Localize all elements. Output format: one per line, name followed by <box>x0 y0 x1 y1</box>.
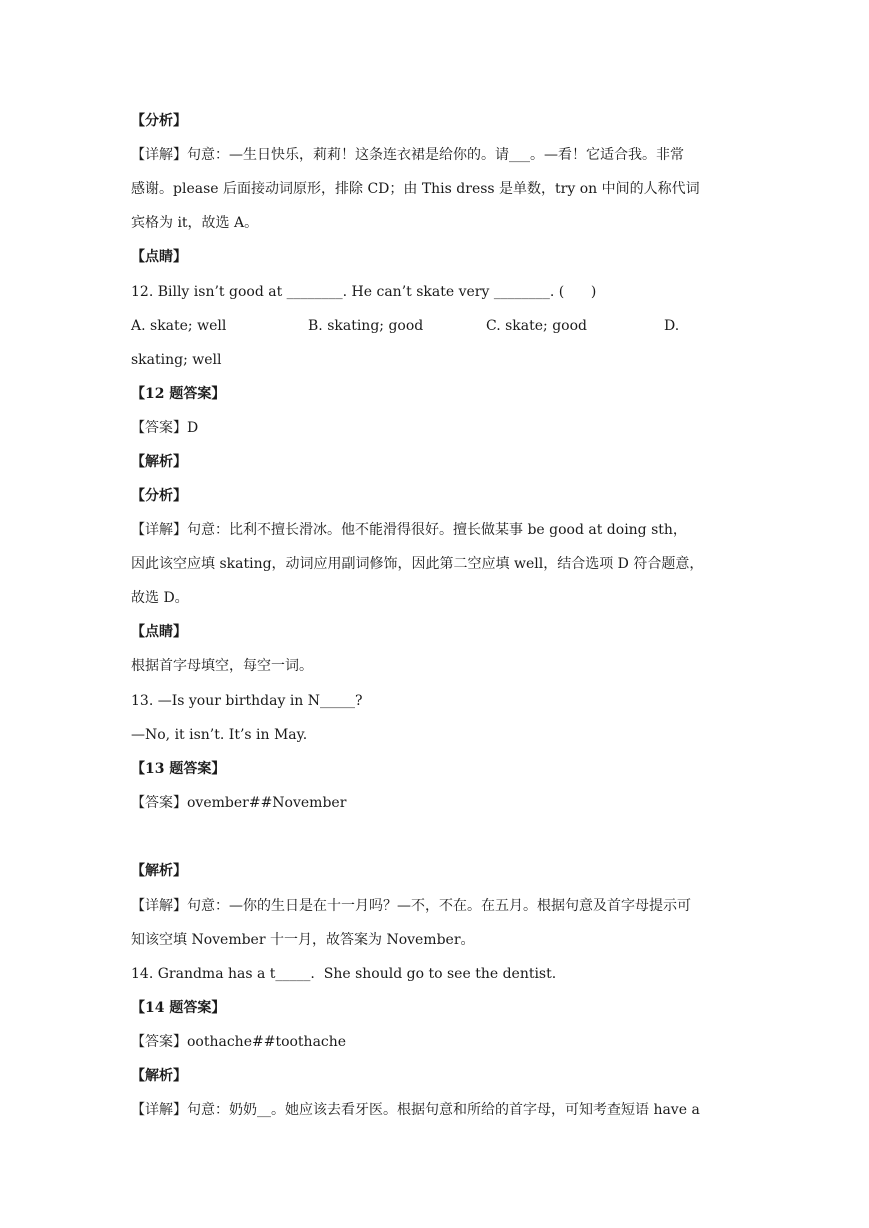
section-instruction: 根据首字母填空，每空一词。 <box>131 658 313 674</box>
q14-detail-line-1: 【详解】句意：奶奶__。她应该去看牙医。根据句意和所给的首字母，可知考查短语 have a <box>131 1102 700 1118</box>
q14-answer-header: 【14 题答案】 <box>131 1000 226 1016</box>
q12-analysis-header: 【分析】 <box>131 488 187 504</box>
q12-option-d: D. <box>664 318 680 334</box>
q12-option-b: B. skating; good <box>308 318 424 334</box>
q12-option-c: C. skate; good <box>486 318 587 334</box>
q12-question: 12. Billy isn’t good at ________. He can’t skate very ________. ( ) <box>131 284 597 300</box>
q11-analysis-header: 【分析】 <box>131 113 187 129</box>
q14-question: 14. Grandma has a t_____. She should go to see the dentist. <box>131 966 557 982</box>
q11-detail-line-2: 感谢。please 后面接动词原形，排除 CD；由 This dress 是单数，try on 中间的人称代词 <box>131 181 700 197</box>
q12-explain-header: 【解析】 <box>131 454 187 470</box>
q13-answer-header: 【13 题答案】 <box>131 761 226 777</box>
q13-detail-line-1: 【详解】句意：—你的生日是在十一月吗？—不，不在。在五月。根据句意及首字母提示可 <box>131 898 691 914</box>
q12-option-a: A. skate; well <box>131 318 227 334</box>
q11-detail-line-1: 【详解】句意：—生日快乐，莉莉！这条连衣裙是给你的。请___。—看！它适合我。非常 <box>131 147 684 163</box>
q12-detail-line-2: 因此该空应填 skating，动词应用副词修饰，因此第二空应填 well，结合选项 D 符合题意， <box>131 556 704 572</box>
q13-explain-header: 【解析】 <box>131 863 187 879</box>
q13-question-line-1: 13. —Is your birthday in N_____? <box>131 693 363 709</box>
q12-detail-line-3: 故选 D。 <box>131 590 189 606</box>
q12-option-d-continued: skating; well <box>131 352 222 368</box>
q13-question-line-2: —No, it isn’t. It’s in May. <box>131 727 308 743</box>
q12-detail-line-1: 【详解】句意：比利不擅长滑冰。他不能滑得很好。擅长做某事 be good at doing sth， <box>131 522 687 538</box>
q12-answer: 【答案】D <box>131 420 199 436</box>
q11-detail-line-3: 宾格为 it，故选 A。 <box>131 215 259 231</box>
q13-answer: 【答案】ovember##November <box>131 795 347 811</box>
q13-detail-line-2: 知该空填 November 十一月，故答案为 November。 <box>131 932 475 948</box>
q12-answer-header: 【12 题答案】 <box>131 386 226 402</box>
q11-tip-header: 【点睛】 <box>131 249 187 265</box>
q12-tip-header: 【点睛】 <box>131 624 187 640</box>
q14-answer: 【答案】oothache##toothache <box>131 1034 347 1050</box>
q14-explain-header: 【解析】 <box>131 1068 187 1084</box>
